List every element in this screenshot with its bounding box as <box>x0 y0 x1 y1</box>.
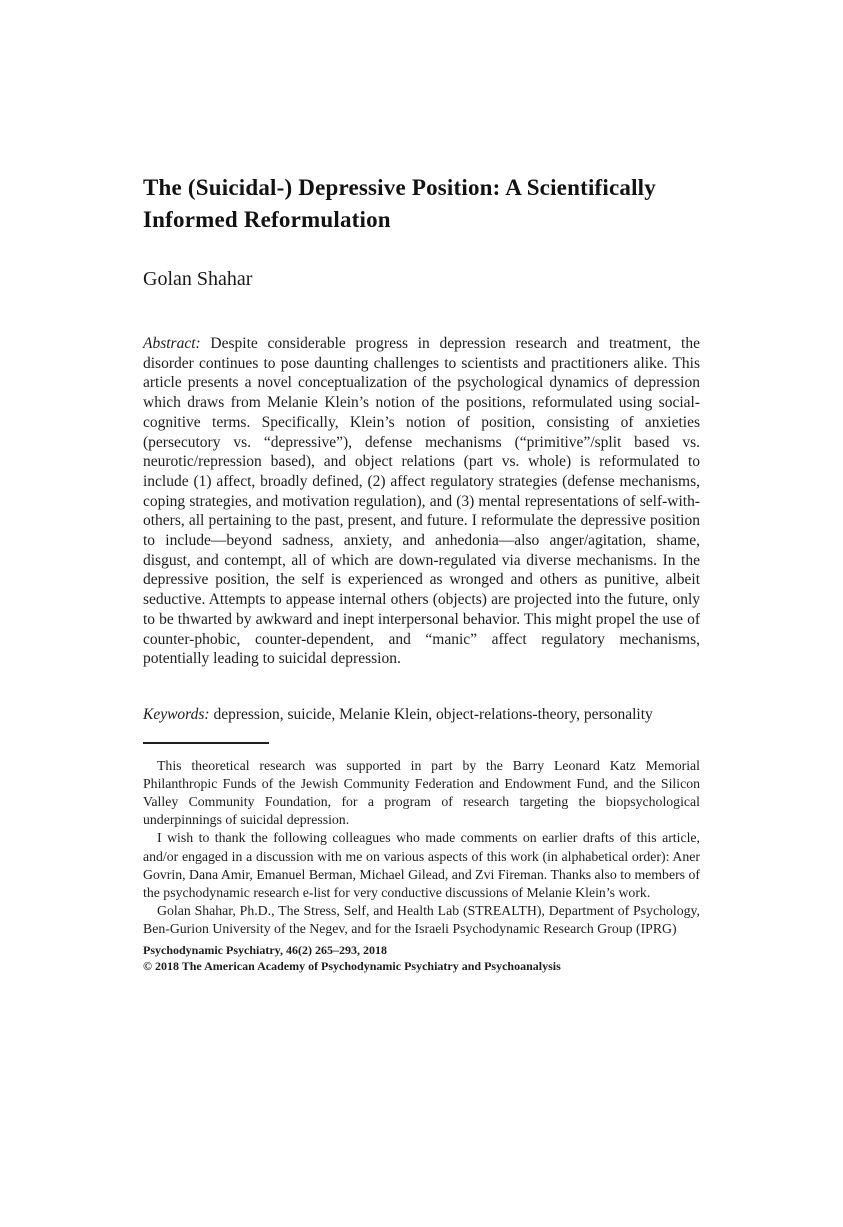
abstract-text: Despite considerable progress in depression research and treatment, the disorder continues to pose daunting challenges to scientists and practitioners alike. This article presents a novel conceptualization of the psychological dynamics of depression which draws from Melanie Klein’s notion of the positions, reformulated using social-cognitive terms. Specifically, Klein’s notion of position, consisting of anxieties (persecutory vs. “depressive”), defense mechanisms (“primitive”/split based vs. neurotic/repression based), and object relations (part vs. whole) is reformulated to include (1) affect, broadly defined, (2) affect regulatory strategies (defense mechanisms, coping strategies, and motivation regulation), and (3) mental representations of self-with-others, all pertaining to the past, present, and future. I reformulate the depressive position to include—beyond sadness, anxiety, and anhedonia—also anger/agitation, shame, disgust, and contempt, all of which are down-regulated via diverse mechanisms. In the depressive position, the self is experienced as wronged and others as punitive, albeit seductive. Attempts to appease internal others (objects) are projected into the future, only to be thwarted by awkward and inept interpersonal behavior. This might propel the use of counter-phobic, counter-dependent, and “manic” affect regulatory mechanisms, potentially leading to suicidal depression. <box>143 335 700 668</box>
footnote-funding: This theoretical research was supported in part by the Barry Leonard Katz Memorial Philanthropic Funds of the Jewish Community Federation and Endowment Fund, and the Silicon Valley Community Foundation, for a program of research targeting the biopsychological underpinnings of suicidal depression. <box>143 757 700 828</box>
footnote-acknowledgments: I wish to thank the following colleagues who made comments on earlier drafts of this article, and/or engaged in a discussion with me on various aspects of this work (in alphabetical order): Aner Govrin, Dana Amir, Emanuel Berman, Michael Gilead, and Zvi Fireman. Thanks also to members of the psychodynamic research e-list for very conductive discussions of Melanie Klein’s work. <box>143 830 700 901</box>
journal-citation: Psychodynamic Psychiatry, 46(2) 265–293, 2018 <box>143 942 387 957</box>
keywords-paragraph <box>143 705 700 725</box>
paper-title-line-1: The (Suicidal-) Depressive Position: A Scientifically <box>143 175 656 200</box>
author-name: Golan Shahar <box>143 268 253 290</box>
footnote-divider <box>143 742 269 744</box>
paper-title <box>143 172 700 236</box>
abstract-paragraph <box>143 334 700 669</box>
footnote-author-affiliation: Golan Shahar, Ph.D., The Stress, Self, and Health Lab (STREALTH), Department of Psychology, Ben-Gurion University of the Negev, and for the Israeli Psychodynamic Research Group (IPRG) <box>143 903 700 937</box>
copyright-line: © 2018 The American Academy of Psychodynamic Psychiatry and Psychoanalysis <box>143 958 561 973</box>
footnotes-section <box>143 757 700 939</box>
paper-title-line-2: Informed Reformulation <box>143 207 391 232</box>
keywords-label: Keywords: <box>143 705 210 723</box>
abstract-label: Abstract: <box>143 335 201 352</box>
content-column <box>143 0 700 974</box>
journal-block <box>143 942 700 974</box>
keywords-text: depression, suicide, Melanie Klein, object-relations-theory, personality <box>213 705 653 723</box>
